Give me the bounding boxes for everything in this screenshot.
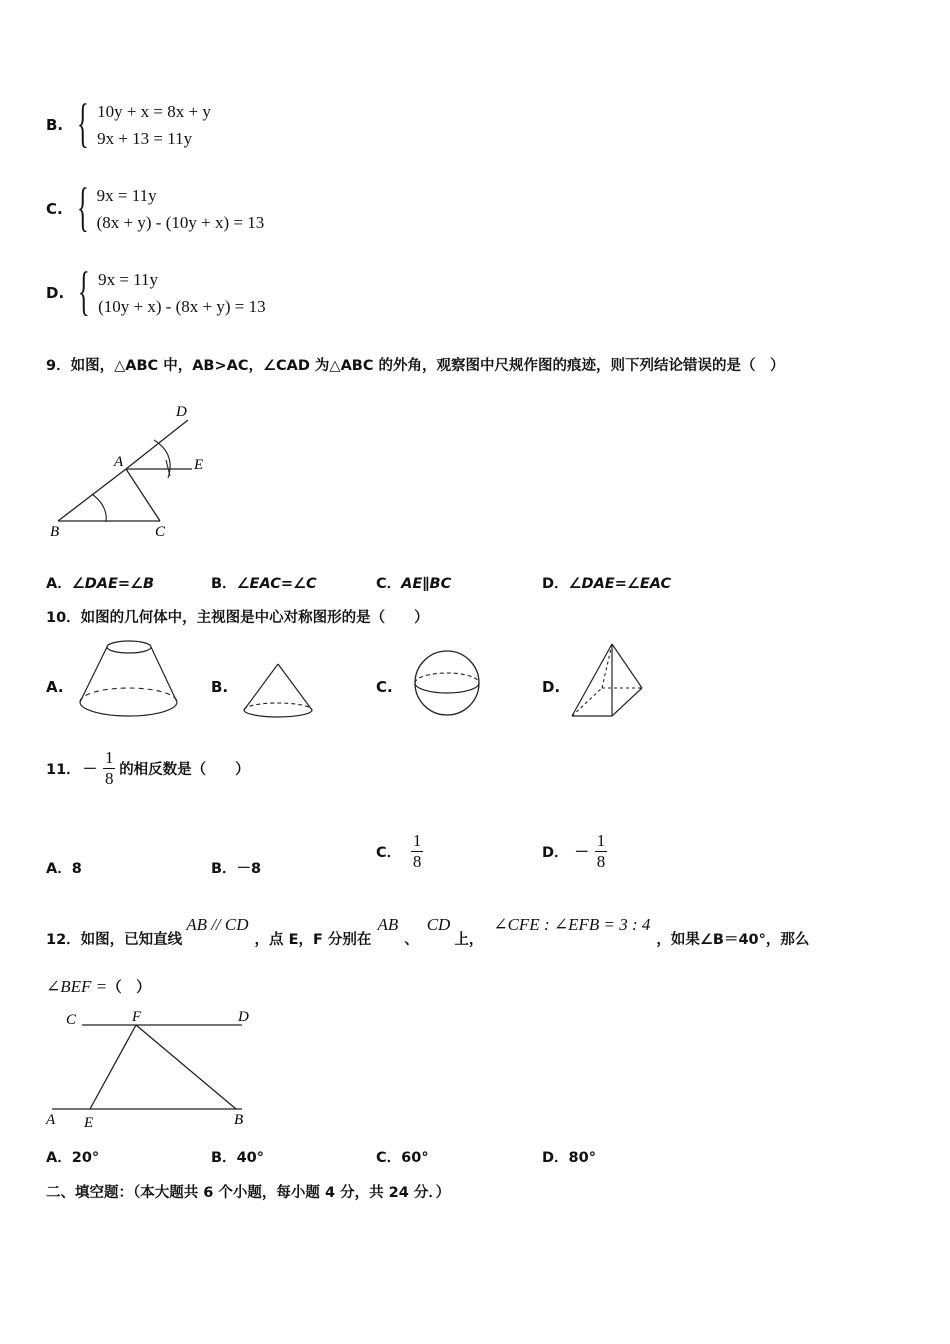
option-label: C. (46, 200, 63, 218)
section-heading: 二、填空题：（本大题共 6 个小题，每小题 4 分，共 24 分．） (46, 1185, 451, 1201)
segment-fb (136, 1025, 236, 1109)
point-label-d: D (238, 1009, 249, 1025)
brace-icon: { (76, 177, 89, 237)
q9-option-b: B．∠EAC=∠C (211, 576, 317, 592)
q9-option-a: A．∠DAE=∠B (46, 576, 155, 592)
fraction: $\frac{1}{8}$ (104, 748, 114, 788)
equation-line: (10y + x) - (8x + y) = 13 (98, 297, 266, 316)
point-label-a: A (114, 454, 124, 470)
q12-option-d: D．80° (542, 1150, 596, 1166)
equation-line: 10y + x = 8x + y (97, 102, 211, 121)
frustum-figure (76, 638, 182, 722)
cone-figure (240, 660, 316, 720)
q9-figure (40, 398, 230, 543)
q8-option-b (46, 93, 211, 153)
q12-option-b: B．40° (211, 1150, 264, 1166)
q12-figure (40, 1005, 270, 1133)
pyramid-figure (568, 640, 648, 720)
q11-option-d: D． － $\frac{1}{8}$ (542, 831, 606, 871)
q10-text: 10．如图的几何体中，主视图是中心对称图形的是（ ） (46, 610, 429, 626)
point-label-a: A (46, 1112, 56, 1128)
segment-ac (126, 469, 160, 521)
q12-text-line2: ∠BEF = （ ） (46, 976, 151, 996)
point-label-d: D (176, 404, 187, 420)
brace-icon: { (77, 93, 89, 153)
sphere-figure (410, 648, 484, 718)
option-label: D. (46, 284, 65, 302)
q9-option-c: C．AE∥BC (376, 576, 452, 592)
fraction: $\frac{1}{8}$ (412, 831, 422, 871)
point-label-e: E (194, 457, 204, 473)
q12-option-c: C．60° (376, 1150, 429, 1166)
q11-option-c: C． $\frac{1}{8}$ (376, 831, 422, 871)
equation-line: (8x + y) - (10y + x) = 13 (96, 213, 265, 232)
q9-text: 9．如图，△ABC 中，AB>AC，∠CAD 为△ABC 的外角，观察图中尺规作图的痕迹，则下列结论错误的是（ ） (46, 358, 785, 374)
equation-line: 9x = 11y (98, 270, 159, 289)
q8-option-d (46, 261, 266, 321)
point-label-c: C (155, 524, 166, 540)
option-label: B. (46, 116, 64, 134)
q10-option-c-label: C. (376, 678, 393, 696)
brace-icon: { (78, 261, 90, 321)
equation-line: 9x + 13 = 11y (97, 129, 193, 148)
point-label-c: C (66, 1012, 77, 1028)
fraction: $\frac{1}{8}$ (596, 831, 606, 871)
ray-ad (126, 420, 188, 469)
equation-line: 9x = 11y (96, 186, 157, 205)
q11-option-b: B．－8 (211, 861, 262, 877)
q9-option-d: D．∠DAE=∠EAC (542, 576, 672, 592)
point-label-e: E (84, 1115, 94, 1131)
q11-text: 11． － $\frac{1}{8}$ 的相反数是（ ） (46, 748, 250, 788)
q10-option-a-label: A. (46, 678, 64, 696)
arc-at-b (92, 494, 106, 522)
point-label-b: B (50, 524, 60, 540)
q12-option-a: A．20° (46, 1150, 100, 1166)
point-label-b: B (234, 1112, 244, 1128)
q10-option-d-label: D. (542, 678, 561, 696)
q11-option-a: A．8 (46, 861, 82, 877)
q10-option-b-label: B. (211, 678, 229, 696)
point-label-f: F (132, 1009, 142, 1025)
q8-option-c (46, 177, 265, 237)
q12-text: 12．如图，已知直线 AB // CD ，点 E，F 分别在 AB 、 CD 上， ∠CFE : ∠EFB = 3 : 4 ，如果∠B＝40°，那么 (46, 914, 810, 948)
segment-ba (58, 469, 126, 521)
segment-fe (90, 1025, 136, 1109)
